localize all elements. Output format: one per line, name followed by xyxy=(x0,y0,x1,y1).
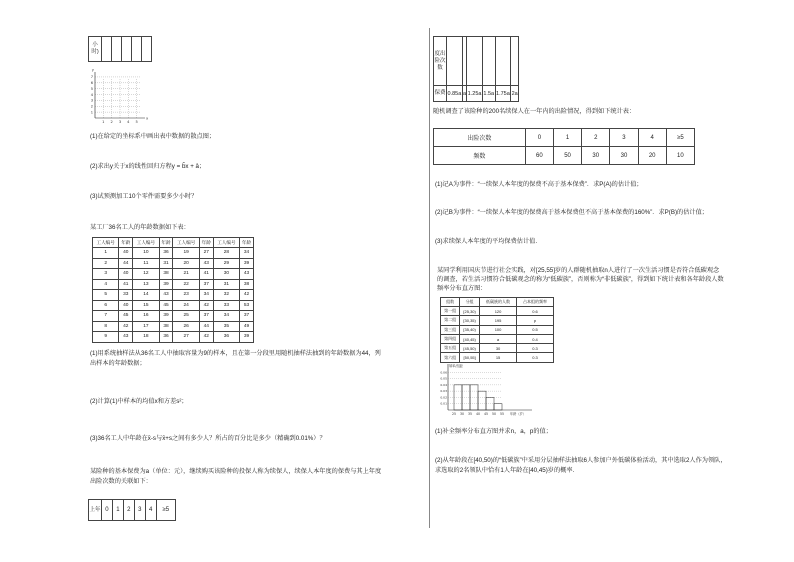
table-cell: 第一组 xyxy=(441,307,460,316)
table-cell: 43 xyxy=(199,258,213,269)
x-tick-label: 35 xyxy=(467,412,473,416)
table-cell: 39 xyxy=(159,279,173,290)
table-cell: 40 xyxy=(119,269,133,280)
table-cell: 10 xyxy=(133,248,159,259)
y-tick-label: 1 xyxy=(90,110,93,115)
table-cell: 32 xyxy=(213,290,239,301)
table-cell: 17 xyxy=(133,321,159,332)
table-cell xyxy=(142,37,152,62)
table-cell: 24 xyxy=(173,300,199,311)
y-tick-label: 0.06 xyxy=(440,370,447,375)
histogram xyxy=(432,362,560,422)
table-cell: 4 xyxy=(93,279,119,290)
table-header-cell: 工人编号 xyxy=(213,238,239,248)
y-axis-label: 频率/组距 xyxy=(449,364,463,368)
x-tick-label: 40 xyxy=(475,412,481,416)
table-header-cell: 工人编号 xyxy=(173,238,199,248)
table-header-cell: 工人编号 xyxy=(93,238,119,248)
prev-year-table xyxy=(88,499,176,521)
q2-intro: 某工厂36名工人的年龄数据如下表： xyxy=(90,224,190,231)
table-cell: 18 xyxy=(133,332,159,343)
table-cell: 第三组 xyxy=(441,325,460,334)
table-cell: 43 xyxy=(240,269,254,280)
table-cell: 第四组 xyxy=(441,334,460,343)
table-cell: 15 xyxy=(133,300,159,311)
table-cell: [50,55] xyxy=(460,353,480,362)
hours-table xyxy=(88,36,152,62)
table-row xyxy=(93,332,254,343)
survey-part1: (1)记A为事件：“一续保人本年度的保费不高于基本保费”．求P(A)的估计值； xyxy=(435,181,643,188)
q3-line2: 出险次数的关联如下： xyxy=(90,478,152,485)
table-row xyxy=(93,321,254,332)
table-cell: [30,35) xyxy=(460,316,480,325)
table-cell: 34 xyxy=(199,290,213,301)
table-cell: 0.85a xyxy=(447,86,463,102)
claims-table xyxy=(433,128,695,165)
table-cell: 0.5 xyxy=(517,325,554,334)
table-cell: 34 xyxy=(240,248,254,259)
table-cell: 3 xyxy=(134,500,145,521)
table-cell: 120 xyxy=(480,307,517,316)
table-cell: 41 xyxy=(199,269,213,280)
table-header-cell: 1 xyxy=(553,129,581,147)
x-tick-label: 45 xyxy=(483,412,489,416)
premium-table-header2: 保费 xyxy=(434,86,447,102)
q4-line2: 的调查，若生活习惯符合低碳观念的称为“低碳族”，否则称为“非低碳族”，得到如下统计表和各年龄段人数 xyxy=(437,276,724,283)
x-tick-label: 55 xyxy=(499,412,505,416)
q4-line1: 某同学利用国庆节进行社会实践，对[25,55]岁的人群随机抽取n人进行了一次生活习惯是否符合低碳观念 xyxy=(437,267,720,274)
table-row xyxy=(441,344,554,353)
q2-part2: (2)计算(1)中样本的均值x和方差s²； xyxy=(90,398,188,405)
table-cell: 53 xyxy=(240,300,254,311)
table-cell: 14 xyxy=(133,290,159,301)
table-cell: 1.25a xyxy=(467,86,483,102)
histogram-bar xyxy=(478,391,486,410)
table-cell: 45 xyxy=(159,300,173,311)
table-cell: 36 xyxy=(159,248,173,259)
table-row xyxy=(93,311,254,322)
table-cell: 0.3 xyxy=(517,344,554,353)
q4-line3: 频率分布直方图： xyxy=(437,285,487,292)
table-cell: 38 xyxy=(240,279,254,290)
q1-part1: (1)在给定的坐标系中画出表中数据的散点图； xyxy=(90,133,216,140)
table-header-cell: 低碳族的人数 xyxy=(480,298,517,307)
table-cell xyxy=(511,37,519,86)
table-cell: a xyxy=(480,334,517,343)
table-cell: 50 xyxy=(553,147,581,165)
table-cell: 3 xyxy=(93,269,119,280)
table-cell: 2 xyxy=(123,500,134,521)
table-cell: 29 xyxy=(213,258,239,269)
table-cell: 100 xyxy=(480,325,517,334)
table-cell: 36 xyxy=(159,332,173,343)
table-row xyxy=(441,334,554,343)
table-cell: [40,45) xyxy=(460,334,480,343)
table-cell: 28 xyxy=(213,248,239,259)
table-cell: 43 xyxy=(119,332,133,343)
table-cell: 第五组 xyxy=(441,344,460,353)
table-header-cell: 3 xyxy=(610,129,638,147)
q1-part2: (2)求出y关于x的线性回归方程y = b̂x + â； xyxy=(90,163,206,170)
table-cell xyxy=(482,37,495,86)
q2-part3: (3)36名工人中年龄在x̄-s与x̄+s之间有多少人？所占的百分比是多少（精确到0.01%）？ xyxy=(90,435,326,442)
table-cell: 6 xyxy=(93,300,119,311)
table-row xyxy=(441,353,554,362)
x-tick-label: 50 xyxy=(491,412,497,416)
y-tick-label: 6 xyxy=(90,81,93,86)
table-cell: 44 xyxy=(199,321,213,332)
table-cell: 34 xyxy=(213,311,239,322)
table-cell: 37 xyxy=(199,311,213,322)
table-cell: 37 xyxy=(199,279,213,290)
table-header-cell: 2 xyxy=(582,129,610,147)
table-cell: 33 xyxy=(213,300,239,311)
table-cell: 0.3 xyxy=(517,353,554,362)
table-cell: 16 xyxy=(133,311,159,322)
y-tick-label: 4 xyxy=(90,92,93,97)
table-cell: [45,50) xyxy=(460,344,480,353)
q4-part2b: 求选取的2名领队中恰有1人年龄在[40,45)岁的概率． xyxy=(435,467,579,474)
table-cell: 2a xyxy=(511,86,519,102)
table-cell: 22 xyxy=(173,279,199,290)
table-row xyxy=(93,269,254,280)
table-cell: 37 xyxy=(240,311,254,322)
table-cell: 0.6 xyxy=(517,307,554,316)
table-cell: 25 xyxy=(173,311,199,322)
table-cell: ≥5 xyxy=(156,500,175,521)
table-cell: 第二组 xyxy=(441,316,460,325)
scatter-plot xyxy=(85,68,149,126)
table-cell: 11 xyxy=(133,258,159,269)
table-cell: 2 xyxy=(93,258,119,269)
table-cell: 42 xyxy=(240,290,254,301)
table-cell: 42 xyxy=(119,321,133,332)
table-cell: 30 xyxy=(480,344,517,353)
table-cell: 4 xyxy=(145,500,156,521)
table-cell xyxy=(467,37,483,86)
table-cell: p xyxy=(517,316,554,325)
hours-table-header: 小时) xyxy=(89,37,102,62)
table-cell: 5 xyxy=(93,290,119,301)
prev-year-header: 上年 xyxy=(89,500,102,521)
table-cell: 27 xyxy=(199,248,213,259)
table-cell: 7 xyxy=(93,311,119,322)
y-tick-label: 0.02 xyxy=(440,395,447,400)
y-tick-label: 7 xyxy=(90,75,93,80)
x-tick-label: 1 xyxy=(102,120,105,124)
table-cell: 21 xyxy=(173,269,199,280)
table-row xyxy=(93,248,254,259)
table-row xyxy=(441,316,554,325)
table-row xyxy=(93,258,254,269)
table-cell: 38 xyxy=(159,269,173,280)
table-header-cell: 4 xyxy=(638,129,666,147)
table-cell: 39 xyxy=(240,258,254,269)
table-cell: 19 xyxy=(173,248,199,259)
x-tick-label: 5 xyxy=(135,120,138,124)
x-axis-label: 年龄（岁） xyxy=(510,412,526,416)
column-divider xyxy=(429,28,430,528)
table-cell: 60 xyxy=(525,147,553,165)
x-axis-label: x xyxy=(146,115,149,121)
table-cell: 38 xyxy=(159,321,173,332)
table-cell: 36 xyxy=(213,332,239,343)
table-header-cell: 组数 xyxy=(441,298,460,307)
table-row xyxy=(441,325,554,334)
table-header-cell: 年龄 xyxy=(199,238,213,248)
table-header-cell: 年龄 xyxy=(159,238,173,248)
premium-table xyxy=(433,36,519,102)
table-cell: 30 xyxy=(213,269,239,280)
table-header-cell: 工人编号 xyxy=(133,238,159,248)
table-cell: 20 xyxy=(638,147,666,165)
table-cell: 12 xyxy=(133,269,159,280)
table-cell: 42 xyxy=(199,332,213,343)
table-row xyxy=(93,290,254,301)
y-tick-label: 5 xyxy=(90,86,93,91)
table-cell xyxy=(447,37,463,86)
table-cell: 35 xyxy=(213,321,239,332)
q4-part2a: (2)从年龄段在[40,50)的“低碳族”中采用分层抽样法抽取6人参加户外低碳体验活动，其中选取2人作为领队， xyxy=(435,457,727,464)
y-tick-label: 3 xyxy=(90,98,93,103)
y-tick-label: 0.05 xyxy=(440,376,447,381)
table-cell: 44 xyxy=(119,258,133,269)
table-cell: 频数 xyxy=(434,147,526,165)
q2-part1b: 出样本的年龄数据； xyxy=(90,360,146,367)
table-row xyxy=(93,300,254,311)
table-cell: 31 xyxy=(213,279,239,290)
lowcarbon-table xyxy=(440,297,554,363)
table-cell: 1.5a xyxy=(482,86,495,102)
table-header-cell: 年龄 xyxy=(240,238,254,248)
table-row xyxy=(441,307,554,316)
x-tick-label: 25 xyxy=(451,412,457,416)
table-header-cell: 出险次数 xyxy=(434,129,526,147)
x-tick-label: 2 xyxy=(110,120,113,124)
survey-part3: (3)求续保人本年度的平均保费估计值． xyxy=(435,238,542,245)
table-cell: 23 xyxy=(173,290,199,301)
survey-part2: (2)记B为事件：“一续保人本年度的保费高于基本保费但不高于基本保费的160%”．求P(B)的估计值； xyxy=(435,209,708,216)
table-cell: 33 xyxy=(119,290,133,301)
table-cell: 1.75a xyxy=(495,86,511,102)
table-cell: 27 xyxy=(173,332,199,343)
q4-part1: (1)补全频率分布直方图并求n，a，p的值； xyxy=(435,428,552,435)
table-row xyxy=(93,279,254,290)
table-cell: [35,40) xyxy=(460,325,480,334)
table-cell: 195 xyxy=(480,316,517,325)
y-tick-label: 2 xyxy=(90,104,93,109)
table-cell xyxy=(132,37,142,62)
table-cell: 8 xyxy=(93,321,119,332)
ages-table xyxy=(92,237,254,343)
q2-part1a: (1)用系统抽样法从36名工人中抽取容量为9的样本，且在第一分段里用随机抽样法抽到的年龄数据为44，列 xyxy=(90,350,381,357)
q1-part3: (3)试预测加工10个零件需要多少小时？ xyxy=(90,193,198,200)
table-cell: 13 xyxy=(133,279,159,290)
table-header-cell: 占本组的频率 xyxy=(517,298,554,307)
table-cell: 39 xyxy=(240,332,254,343)
table-cell: 15 xyxy=(480,353,517,362)
y-axis-label: y xyxy=(91,68,94,72)
table-cell: 45 xyxy=(119,311,133,322)
y-tick-label: 0.01 xyxy=(440,401,447,406)
table-cell: a xyxy=(462,86,466,102)
table-header-cell: 年龄 xyxy=(119,238,133,248)
table-cell: 0.4 xyxy=(517,334,554,343)
table-cell xyxy=(102,37,112,62)
table-cell: 39 xyxy=(159,311,173,322)
table-cell: 43 xyxy=(159,290,173,301)
table-header-cell: 0 xyxy=(525,129,553,147)
table-cell: 31 xyxy=(159,258,173,269)
table-cell: 49 xyxy=(240,321,254,332)
table-cell: 9 xyxy=(93,332,119,343)
table-cell: 第六组 xyxy=(441,353,460,362)
table-cell: 41 xyxy=(119,279,133,290)
x-tick-label: 30 xyxy=(459,412,465,416)
table-cell: 0 xyxy=(102,500,113,521)
table-cell xyxy=(122,37,132,62)
q3-line1: 某险种的基本保费为a（单位：元），继续购买该险种的投保人称为续保人，续保人本年度的保费与其上年度 xyxy=(90,468,382,475)
survey-intro: 随机调查了该险种的200名续保人在一年内的出险情况，得到如下统计表： xyxy=(433,108,636,115)
table-cell: 1 xyxy=(112,500,123,521)
y-tick-label: 0.04 xyxy=(440,382,447,387)
y-tick-label: 0.03 xyxy=(440,389,447,394)
table-cell xyxy=(495,37,511,86)
table-cell: 42 xyxy=(199,300,213,311)
table-cell xyxy=(112,37,122,62)
x-tick-label: 4 xyxy=(127,120,130,124)
x-tick-label: 3 xyxy=(118,120,122,124)
table-cell: 30 xyxy=(610,147,638,165)
table-cell: 26 xyxy=(173,321,199,332)
table-cell: 20 xyxy=(173,258,199,269)
table-cell: 40 xyxy=(119,300,133,311)
table-cell: [25,30) xyxy=(460,307,480,316)
table-cell: 40 xyxy=(119,248,133,259)
table-header-cell: ≥5 xyxy=(666,129,694,147)
table-cell: 30 xyxy=(582,147,610,165)
table-cell: 1 xyxy=(93,248,119,259)
table-header-cell: 分组 xyxy=(460,298,480,307)
premium-table-header1: 度出险次数 xyxy=(434,37,447,86)
histogram-bar xyxy=(494,404,502,410)
table-cell: 10 xyxy=(666,147,694,165)
